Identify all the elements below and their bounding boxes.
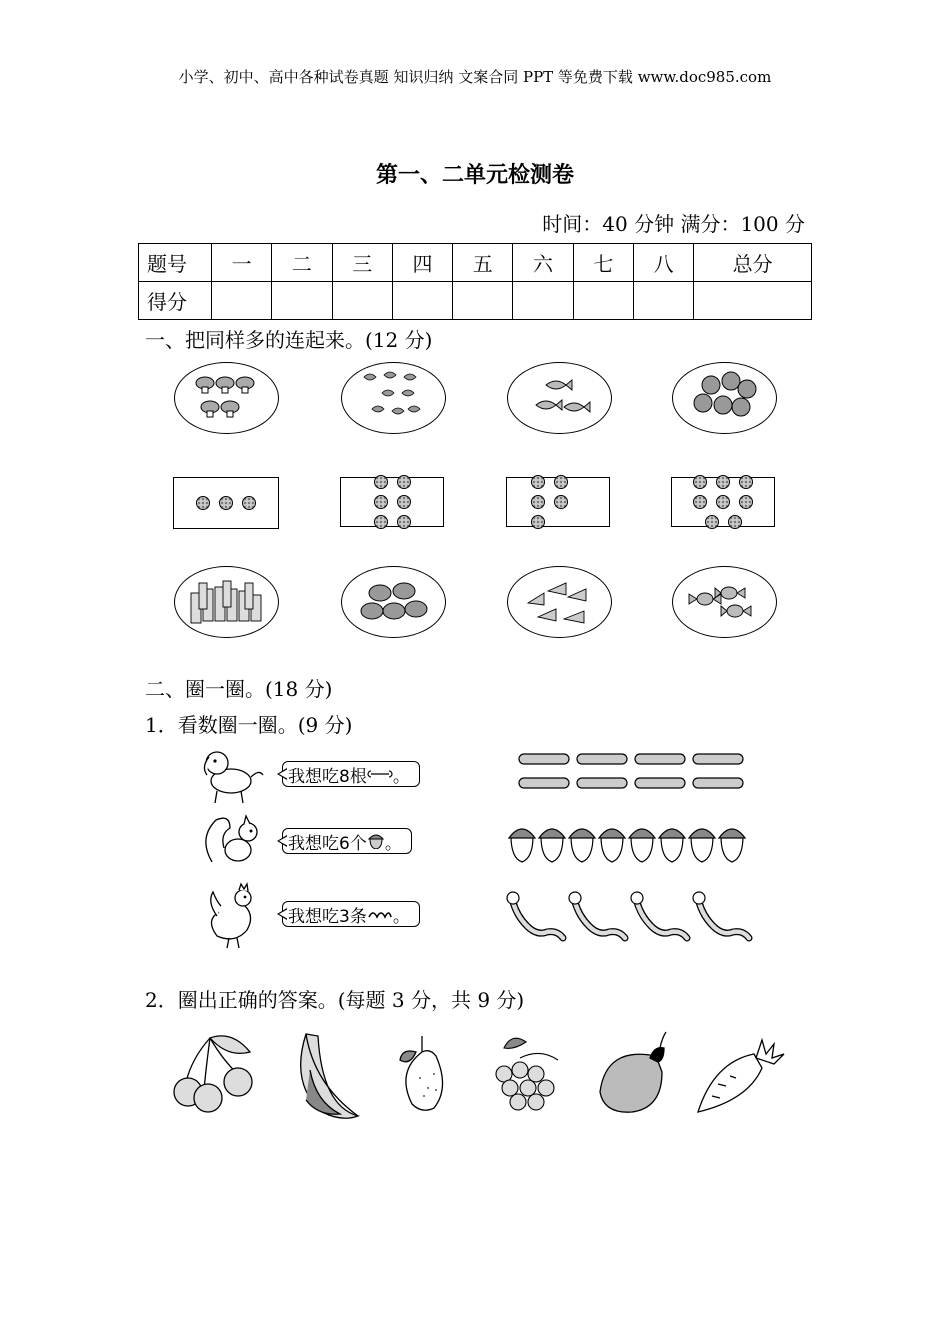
dot	[374, 495, 388, 509]
section1-heading: 一、把同样多的连起来。(12 分)	[145, 328, 433, 352]
grapes-icon[interactable]	[490, 1034, 564, 1114]
worm-icon	[367, 907, 393, 921]
dot	[397, 515, 411, 529]
dot	[693, 495, 707, 509]
radish-icon[interactable]	[694, 1036, 786, 1120]
cherry-icon[interactable]	[166, 1030, 258, 1116]
score-table-cell: 六	[513, 244, 573, 282]
score-table	[138, 243, 812, 320]
bone-icon	[577, 778, 627, 788]
score-input-cell[interactable]	[212, 282, 272, 320]
score-table-score-row	[139, 282, 812, 320]
dot	[397, 475, 411, 489]
score-table-cell: 一	[212, 244, 272, 282]
worm-icon	[507, 892, 563, 938]
bone-icon	[635, 754, 685, 764]
dot	[242, 496, 256, 510]
dot	[739, 495, 753, 509]
score-input-cell[interactable]	[513, 282, 573, 320]
score-table-cell: 三	[332, 244, 392, 282]
dot	[374, 515, 388, 529]
worm-icon	[631, 892, 687, 938]
dot	[554, 475, 568, 489]
score-table-cell: 得分	[139, 282, 212, 320]
acorn-icon	[367, 833, 385, 849]
oval-apples[interactable]	[672, 362, 777, 434]
score-input-cell[interactable]	[392, 282, 452, 320]
dot-box-5[interactable]	[506, 477, 610, 527]
q1-heading: 1．看数圈一圈。(9 分)	[145, 713, 353, 737]
worm-icon	[569, 892, 625, 938]
worms-group[interactable]	[503, 888, 753, 944]
cake-icon	[508, 567, 611, 637]
dog-icon	[193, 745, 268, 805]
acorn-icon	[599, 829, 625, 862]
score-table-cell: 题号	[139, 244, 212, 282]
bottle-icon	[175, 567, 278, 637]
speech-bubble-dog	[282, 761, 420, 787]
speech-bubble-rooster	[282, 901, 420, 927]
dot-box-6[interactable]	[340, 477, 444, 527]
dot-box-8[interactable]	[671, 477, 775, 527]
score-input-cell[interactable]	[573, 282, 633, 320]
acorn-icon	[539, 829, 565, 862]
banana-icon[interactable]	[292, 1030, 362, 1122]
acorn-icon	[569, 829, 595, 862]
potato-icon	[342, 567, 445, 637]
oval-shrimp[interactable]	[341, 362, 446, 434]
acorn-icon	[629, 829, 655, 862]
oval-fish[interactable]	[507, 362, 612, 434]
worm-icon	[693, 892, 749, 938]
speech-text: 我想吃6个	[288, 833, 367, 854]
score-input-cell[interactable]	[332, 282, 392, 320]
score-table-header-row	[139, 244, 812, 282]
apple-icon	[673, 363, 776, 433]
dot	[219, 496, 233, 510]
acorn-icon	[719, 829, 745, 862]
exam-meta: 时间：40 分钟 满分：100 分	[542, 212, 805, 236]
oval-candies[interactable]	[672, 566, 777, 638]
page-header: 小学、初中、高中各种试卷真题 知识归纳 文案合同 PPT 等免费下载 www.doc985.com	[178, 68, 772, 86]
mushroom-icon	[175, 363, 278, 433]
dot	[693, 475, 707, 489]
score-input-cell[interactable]	[694, 282, 812, 320]
oval-potatoes[interactable]	[341, 566, 446, 638]
dot	[716, 495, 730, 509]
oval-cakes[interactable]	[507, 566, 612, 638]
acorns-group[interactable]	[505, 820, 755, 866]
dot-box-3[interactable]	[173, 477, 279, 529]
dot	[705, 515, 719, 529]
bone-icon	[693, 754, 743, 764]
dot	[728, 515, 742, 529]
score-input-cell[interactable]	[272, 282, 332, 320]
speech-suffix: 。	[384, 833, 402, 854]
speech-suffix: 。	[392, 906, 410, 927]
candy-icon	[673, 567, 776, 637]
dot	[531, 495, 545, 509]
bone-icon	[367, 768, 393, 780]
score-table-cell: 总分	[694, 244, 812, 282]
dot	[531, 515, 545, 529]
bone-icon	[519, 754, 569, 764]
dot	[374, 475, 388, 489]
score-table-cell: 五	[453, 244, 513, 282]
fish-icon	[342, 363, 445, 433]
acorn-icon	[509, 829, 535, 862]
section2-heading: 二、圈一圈。(18 分)	[145, 677, 333, 701]
orange-icon[interactable]	[394, 1030, 464, 1116]
rooster-icon	[199, 882, 265, 950]
acorn-icon	[689, 829, 715, 862]
dot	[739, 475, 753, 489]
dot	[397, 495, 411, 509]
score-input-cell[interactable]	[453, 282, 513, 320]
speech-text: 我想吃8根	[288, 766, 367, 787]
dot	[196, 496, 210, 510]
acorn-icon	[659, 829, 685, 862]
dot	[554, 495, 568, 509]
bone-icon	[635, 778, 685, 788]
score-input-cell[interactable]	[633, 282, 693, 320]
score-table-cell: 四	[392, 244, 452, 282]
oval-mushrooms[interactable]	[174, 362, 279, 434]
squirrel-icon	[198, 812, 264, 868]
dot	[531, 475, 545, 489]
eggplant-icon[interactable]	[596, 1030, 676, 1116]
page-title: 第一、二单元检测卷	[375, 163, 574, 188]
bone-icon	[693, 778, 743, 788]
speech-bubble-squirrel	[282, 828, 412, 854]
oval-bottles[interactable]	[174, 566, 279, 638]
score-table-cell: 八	[633, 244, 693, 282]
bones-group[interactable]	[516, 748, 750, 794]
q2-heading: 2．圈出正确的答案。(每题 3 分，共 9 分)	[145, 988, 525, 1012]
fish-icon	[508, 363, 611, 433]
score-table-cell: 二	[272, 244, 332, 282]
speech-suffix: 。	[392, 766, 410, 787]
bone-icon	[519, 778, 569, 788]
bone-icon	[577, 754, 627, 764]
score-table-cell: 七	[573, 244, 633, 282]
dot	[716, 475, 730, 489]
speech-text: 我想吃3条	[288, 906, 367, 927]
